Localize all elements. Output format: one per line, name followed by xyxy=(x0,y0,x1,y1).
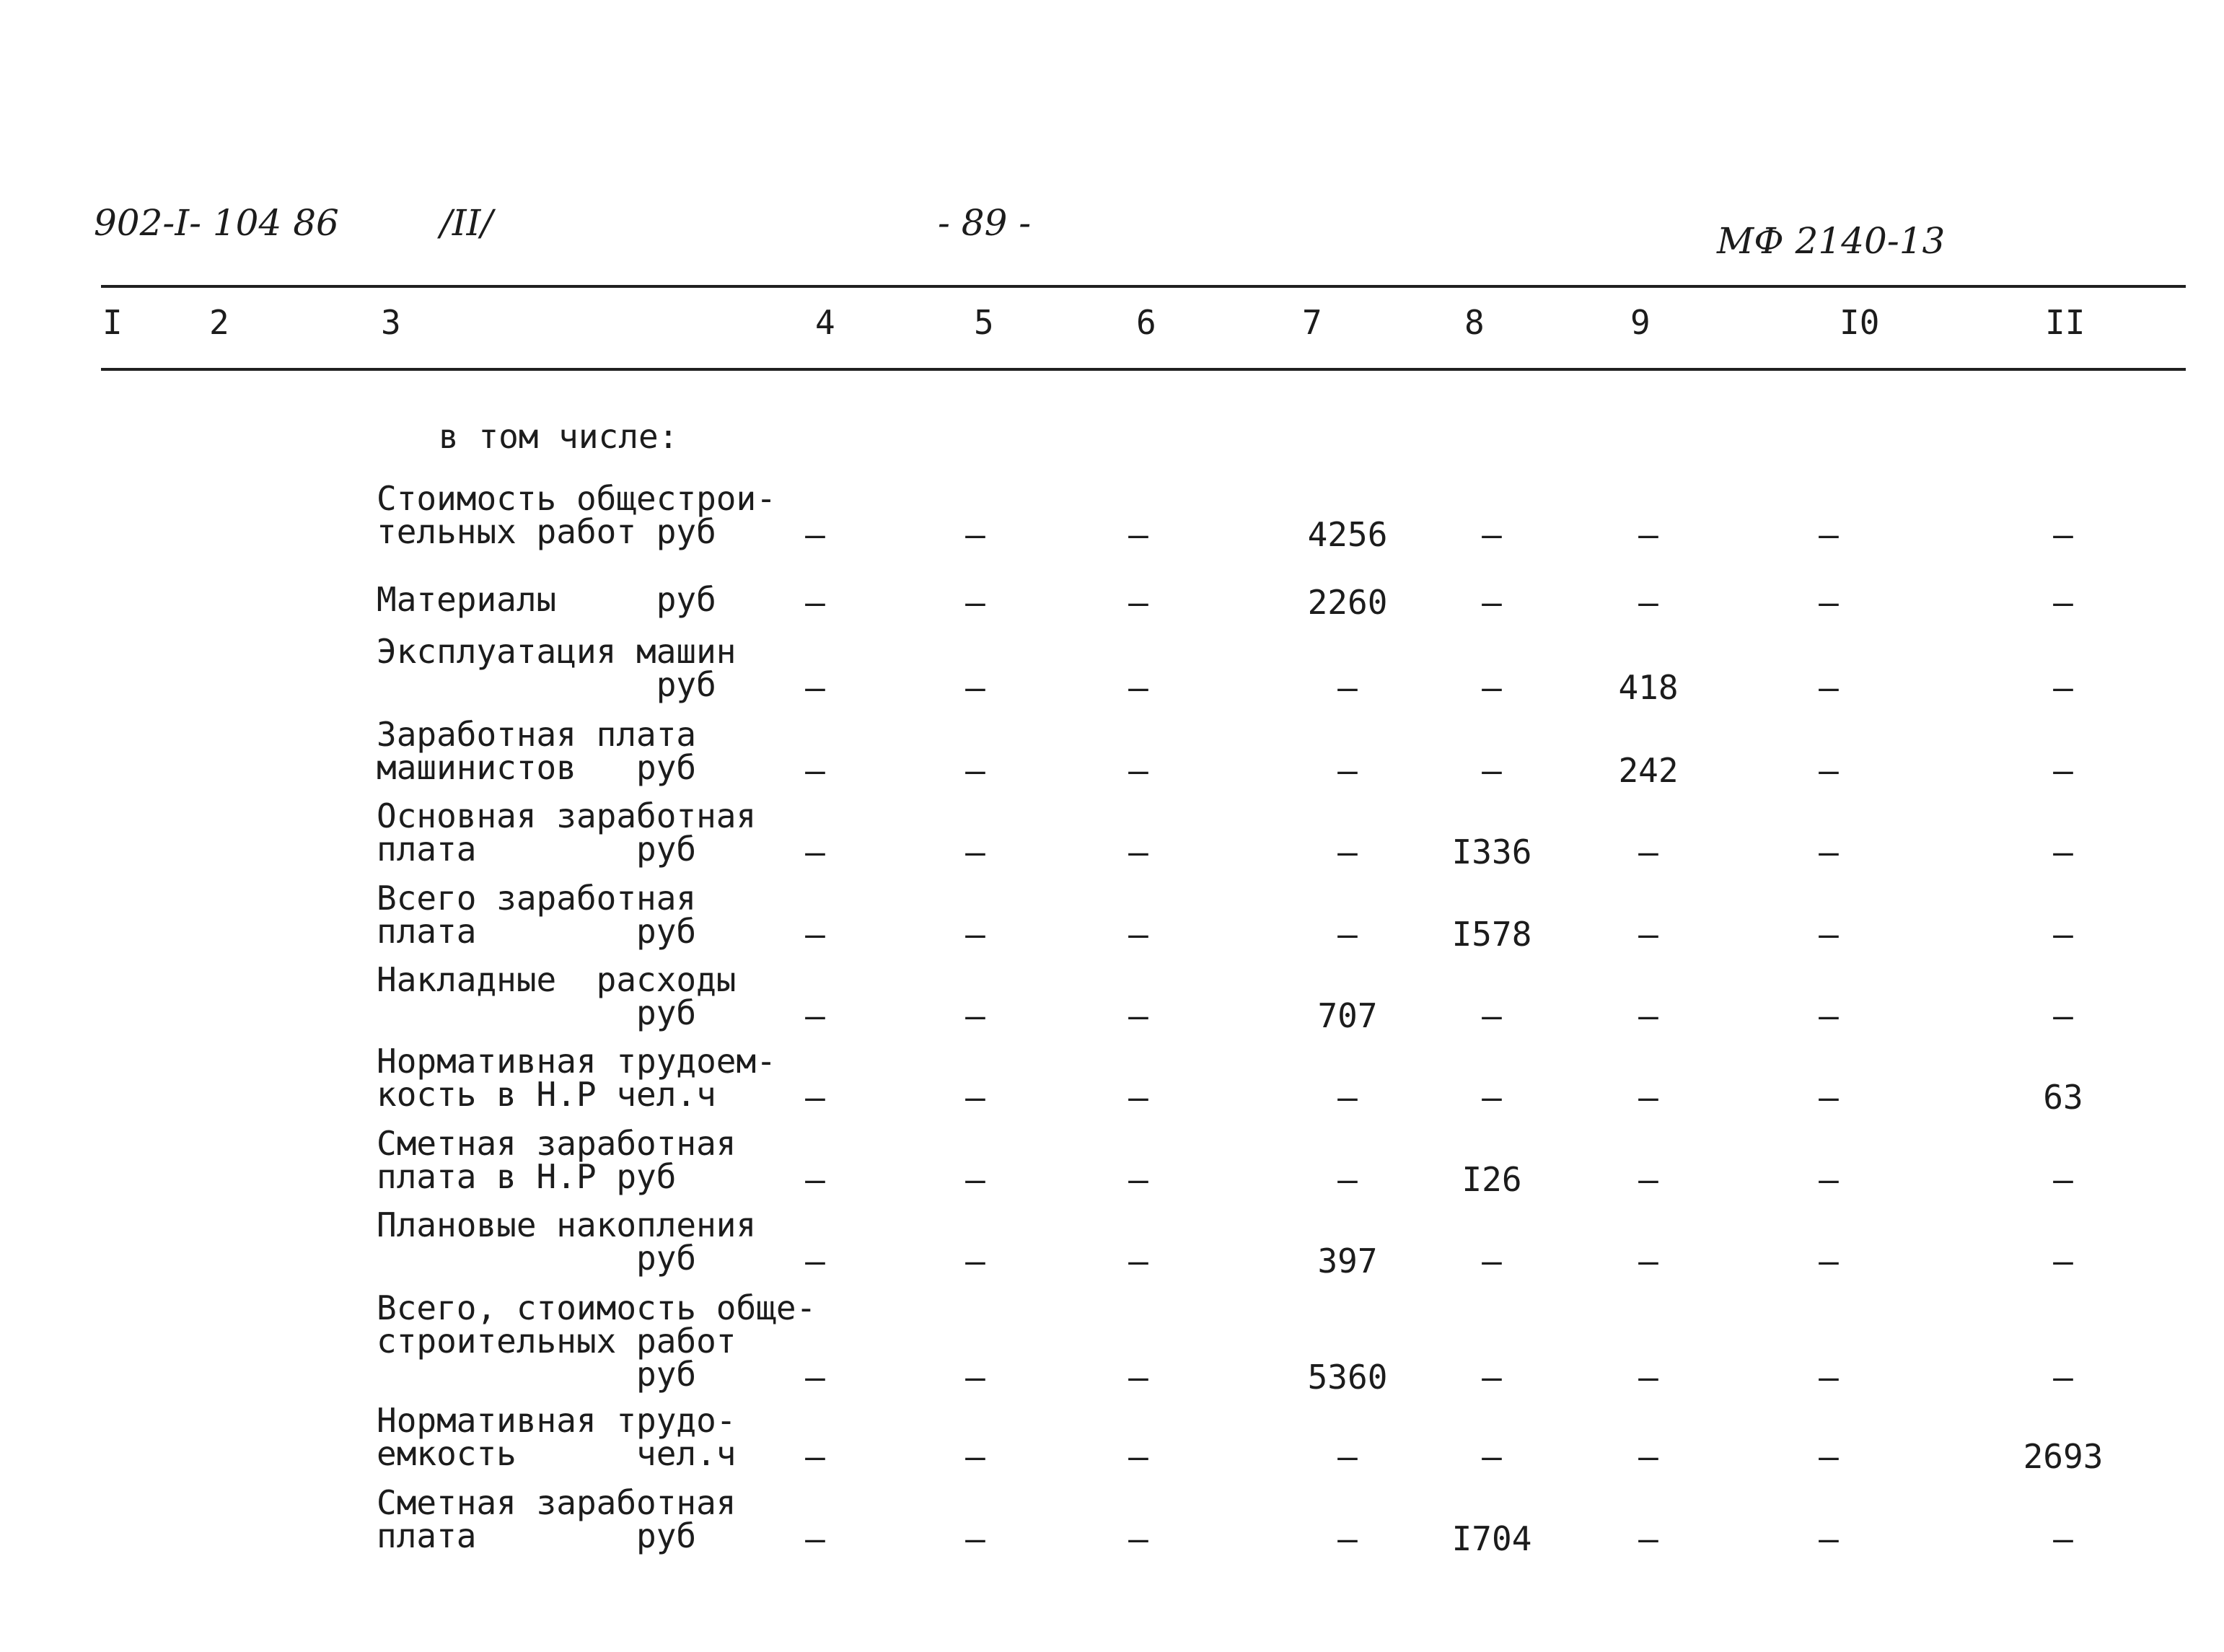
table-cell: – xyxy=(965,583,985,622)
column-header: 4 xyxy=(815,303,835,342)
table-cell: – xyxy=(805,1078,825,1117)
table-cell: – xyxy=(2053,751,2073,790)
table-cell: – xyxy=(1819,832,1839,871)
table-cell: – xyxy=(1638,1358,1658,1397)
column-header: II xyxy=(2045,303,2085,342)
table-cell: – xyxy=(1128,1078,1148,1117)
table-cell: – xyxy=(805,583,825,622)
table-cell: – xyxy=(1128,1160,1148,1199)
table-cell: – xyxy=(1819,1519,1839,1558)
row-label xyxy=(377,1205,757,1278)
table-cell: – xyxy=(1482,1358,1502,1397)
table-cell: – xyxy=(805,1437,825,1476)
table-cell: – xyxy=(805,751,825,790)
table-cell: – xyxy=(1128,515,1148,554)
table-cell: – xyxy=(1128,996,1148,1035)
table-cell: – xyxy=(2053,1358,2073,1397)
table-cell: – xyxy=(1638,1519,1658,1558)
row-label-line: тельных работ руб xyxy=(377,512,716,551)
column-header: 6 xyxy=(1136,303,1156,342)
table-cell: – xyxy=(1337,1078,1358,1117)
row-label-line: Сметная заработная xyxy=(377,1483,737,1522)
table-cell: – xyxy=(965,915,985,954)
column-header: I0 xyxy=(1840,303,1880,342)
header-top-rule xyxy=(101,285,2186,288)
row-label-line: машинистов руб xyxy=(377,748,697,787)
table-cell: – xyxy=(965,668,985,707)
table-cell: – xyxy=(805,832,825,871)
row-label-line: Стоимость общестрои- xyxy=(377,479,776,518)
table-cell: – xyxy=(805,996,825,1035)
row-label xyxy=(377,632,737,704)
table-cell: – xyxy=(1638,1242,1658,1280)
table-cell: I26 xyxy=(1462,1160,1522,1199)
table-cell: – xyxy=(805,1519,825,1558)
row-label xyxy=(377,960,737,1032)
table-cell: – xyxy=(1337,751,1358,790)
row-label-line: руб xyxy=(377,993,697,1032)
row-label xyxy=(377,1401,737,1473)
table-cell: – xyxy=(965,515,985,554)
row-label-line: руб xyxy=(377,1355,697,1394)
table-cell: – xyxy=(2053,832,2073,871)
table-cell: 63 xyxy=(2043,1078,2083,1117)
row-label-line: Заработная плата xyxy=(377,715,697,754)
table-cell: – xyxy=(1482,668,1502,707)
table-cell: – xyxy=(1819,1160,1839,1199)
row-label xyxy=(377,580,716,619)
column-header: 9 xyxy=(1630,303,1651,342)
table-cell: – xyxy=(965,832,985,871)
table-cell: – xyxy=(1128,1358,1148,1397)
table-cell: – xyxy=(1128,1242,1148,1280)
table-cell: – xyxy=(2053,1160,2073,1199)
table-cell: – xyxy=(1337,668,1358,707)
row-label-line: строительных работ xyxy=(377,1322,737,1361)
table-cell: – xyxy=(965,751,985,790)
table-cell: – xyxy=(1819,583,1839,622)
table-cell: – xyxy=(1482,515,1502,554)
row-label-line: Плановые накопления xyxy=(377,1205,757,1244)
document-code: 902-I- 104 86 xyxy=(94,202,339,244)
row-label-line: Нормативная трудо- xyxy=(377,1401,737,1440)
table-cell: – xyxy=(965,1437,985,1476)
header-bottom-rule xyxy=(101,368,2186,371)
column-header: 3 xyxy=(381,303,401,342)
table-cell: I578 xyxy=(1451,915,1532,954)
table-cell: I336 xyxy=(1451,832,1532,871)
table-cell: I704 xyxy=(1451,1519,1532,1558)
table-cell: – xyxy=(1482,996,1502,1035)
table-cell: – xyxy=(1638,1437,1658,1476)
row-label xyxy=(377,479,776,551)
table-cell: – xyxy=(1638,515,1658,554)
table-cell: – xyxy=(1482,751,1502,790)
row-label-line: плата в Н.Р руб xyxy=(377,1157,677,1196)
table-cell: – xyxy=(2053,515,2073,554)
table-cell: – xyxy=(1337,1160,1358,1199)
row-label-line: емкость чел.ч xyxy=(377,1434,737,1473)
table-cell: 707 xyxy=(1317,996,1378,1035)
row-label xyxy=(377,1042,776,1114)
table-cell: – xyxy=(1819,668,1839,707)
row-label xyxy=(377,879,697,951)
page-number: - 89 - xyxy=(938,202,1032,244)
table-cell: – xyxy=(1638,832,1658,871)
table-cell: – xyxy=(1128,751,1148,790)
row-label-line: Нормативная трудоем- xyxy=(377,1042,776,1081)
row-label-line: руб xyxy=(377,1239,697,1278)
table-cell: – xyxy=(805,1242,825,1280)
table-cell: – xyxy=(965,1519,985,1558)
table-cell: – xyxy=(1819,1358,1839,1397)
intro-text: в том числе: xyxy=(439,417,679,456)
table-cell: – xyxy=(1638,583,1658,622)
table-cell: 2260 xyxy=(1307,583,1388,622)
table-cell: – xyxy=(1128,583,1148,622)
row-label-line: Всего заработная xyxy=(377,879,697,918)
row-label-line: плата руб xyxy=(377,912,697,951)
column-header: 2 xyxy=(209,303,229,342)
table-cell: – xyxy=(805,1358,825,1397)
table-cell: – xyxy=(805,515,825,554)
row-label-line: Сметная заработная xyxy=(377,1124,737,1163)
row-label-line: Накладные расходы xyxy=(377,960,737,999)
table-cell: – xyxy=(1482,1242,1502,1280)
table-cell: – xyxy=(1128,1437,1148,1476)
table-cell: 242 xyxy=(1618,751,1679,790)
table-cell: – xyxy=(1128,832,1148,871)
table-cell: – xyxy=(805,668,825,707)
table-cell: – xyxy=(965,1078,985,1117)
table-cell: – xyxy=(1337,1519,1358,1558)
column-header: 7 xyxy=(1302,303,1322,342)
table-cell: 2693 xyxy=(2023,1437,2104,1476)
table-cell: – xyxy=(1337,832,1358,871)
table-cell: – xyxy=(1128,1519,1148,1558)
table-cell: 418 xyxy=(1618,668,1679,707)
table-cell: 4256 xyxy=(1307,515,1388,554)
table-cell: – xyxy=(965,1242,985,1280)
row-label-line: плата руб xyxy=(377,830,697,869)
table-cell: – xyxy=(1819,751,1839,790)
row-label-line: руб xyxy=(377,665,716,704)
row-label xyxy=(377,715,697,787)
table-cell: 5360 xyxy=(1307,1358,1388,1397)
table-cell: – xyxy=(1482,1078,1502,1117)
table-cell: – xyxy=(2053,915,2073,954)
table-cell: – xyxy=(1337,1437,1358,1476)
table-cell: – xyxy=(1638,1078,1658,1117)
table-cell: – xyxy=(1819,915,1839,954)
row-label-line: Основная заработная xyxy=(377,796,757,835)
table-cell: – xyxy=(1819,1242,1839,1280)
table-cell: – xyxy=(1819,996,1839,1035)
table-cell: – xyxy=(1482,583,1502,622)
table-cell: – xyxy=(1482,1437,1502,1476)
table-cell: – xyxy=(965,1358,985,1397)
row-label xyxy=(377,1124,737,1196)
table-cell: – xyxy=(1638,996,1658,1035)
table-cell: – xyxy=(1819,515,1839,554)
table-cell: – xyxy=(2053,583,2073,622)
table-cell: – xyxy=(1819,1437,1839,1476)
column-header: 5 xyxy=(974,303,994,342)
row-label-line: плата руб xyxy=(377,1516,697,1555)
table-cell: – xyxy=(1337,915,1358,954)
table-cell: – xyxy=(1638,1160,1658,1199)
column-header: 8 xyxy=(1464,303,1485,342)
row-label-line: Эксплуатация машин xyxy=(377,632,737,671)
table-cell: – xyxy=(2053,1242,2073,1280)
row-label-line: кость в Н.Р чел.ч xyxy=(377,1075,716,1114)
table-cell: – xyxy=(965,996,985,1035)
row-label-line: Материалы руб xyxy=(377,580,716,619)
row-label xyxy=(377,796,757,869)
table-cell: – xyxy=(1128,915,1148,954)
table-cell: – xyxy=(1638,915,1658,954)
table-cell: – xyxy=(1128,668,1148,707)
table-cell: – xyxy=(805,1160,825,1199)
row-label-line: Всего, стоимость обще- xyxy=(377,1288,817,1327)
table-cell: – xyxy=(805,915,825,954)
table-cell: – xyxy=(2053,1519,2073,1558)
table-cell: – xyxy=(2053,996,2073,1035)
table-cell: 397 xyxy=(1317,1242,1378,1280)
column-header: I xyxy=(102,303,123,342)
table-cell: – xyxy=(1819,1078,1839,1117)
registration-stamp: МФ 2140-13 xyxy=(1717,220,1946,262)
row-label xyxy=(377,1483,737,1555)
table-cell: – xyxy=(2053,668,2073,707)
table-cell: – xyxy=(965,1160,985,1199)
part-number: /II/ xyxy=(440,202,493,244)
